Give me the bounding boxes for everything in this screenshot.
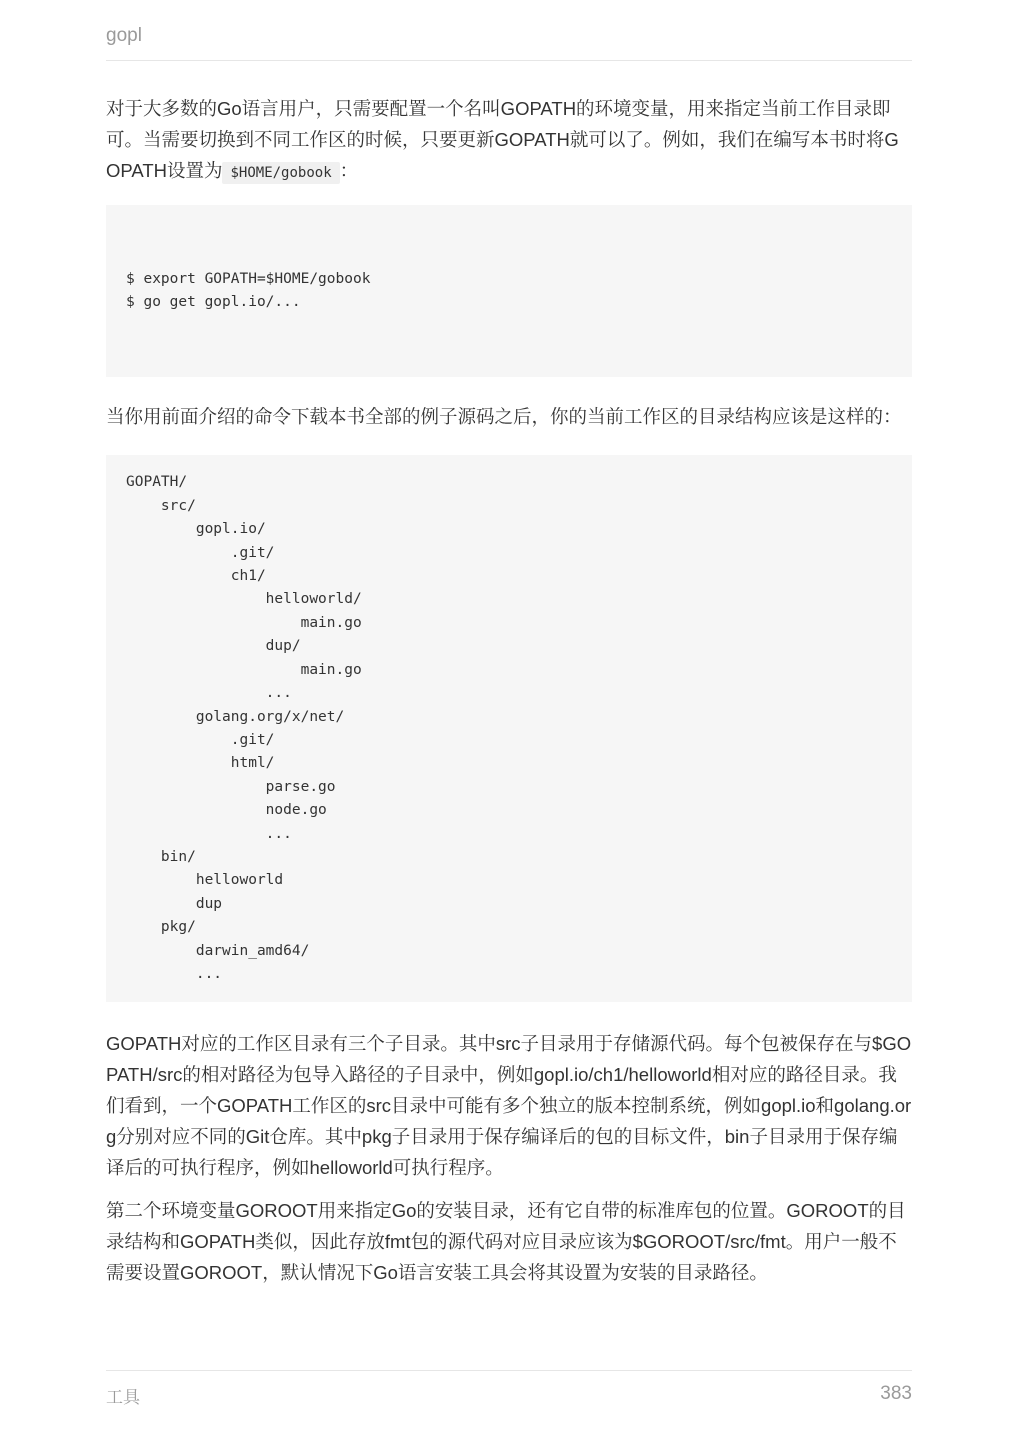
code-line: darwin_amd64/ bbox=[126, 942, 310, 959]
paragraph-gopath-intro-text: 对于大多数的Go语言用户，只需要配置一个名叫GOPATH的环境变量，用来指定当前工作目录即可。当需要切换到不同工作区的时候，只要更新GOPATH就可以了。例如，我们在编写本书时将GOPATH设置为 bbox=[106, 98, 899, 181]
code-line: .git/ bbox=[126, 544, 275, 561]
code-line: node.go bbox=[126, 802, 327, 819]
paragraph-gopath-intro-tail: ： bbox=[339, 160, 359, 181]
code-line: $ export GOPATH=$HOME/gobook bbox=[126, 270, 371, 287]
book-title: gopl bbox=[106, 25, 142, 46]
code-line: gopl.io/ bbox=[126, 521, 266, 538]
code-line: helloworld bbox=[126, 872, 284, 889]
code-line: dup/ bbox=[126, 638, 301, 655]
code-line: html/ bbox=[126, 755, 275, 772]
footer-section-name: 工具 bbox=[106, 1388, 140, 1407]
code-line: ... bbox=[126, 685, 292, 702]
code-line: bin/ bbox=[126, 848, 196, 865]
code-line: $ go get gopl.io/... bbox=[126, 294, 301, 311]
code-line: pkg/ bbox=[126, 919, 196, 936]
paragraph-gopath-subdirectories: GOPATH对应的工作区目录有三个子目录。其中src子目录用于存储源代码。每个包被保存在与$GOPATH/src的相对路径为包导入路径的子目录中，例如gopl.io/ch1/helloworld相对应的路径目录。我们看到，一个GOPATH工作区的src目录中可能有多个独立的版本控制系统，例如gopl.io和golang.org分别对应不同的Git仓库。其中pkg子目录用于保存编译后的包的目标文件，bin子目录用于保存编译后的可执行程序，例如helloworld可执行程序。 bbox=[106, 1033, 912, 1179]
code-line: helloworld/ bbox=[126, 591, 362, 608]
inline-code-gobook-path: $HOME/gobook bbox=[222, 162, 339, 184]
code-block-export-commands bbox=[106, 205, 912, 377]
code-line: ch1/ bbox=[126, 568, 266, 585]
code-block-directory-tree bbox=[106, 455, 912, 1002]
code-line: ... bbox=[126, 965, 223, 982]
code-line: dup bbox=[126, 895, 223, 912]
code-line: src/ bbox=[126, 497, 196, 514]
page-footer bbox=[106, 1370, 912, 1421]
code-line: parse.go bbox=[126, 778, 336, 795]
code-line: main.go bbox=[126, 661, 362, 678]
page-header bbox=[106, 24, 912, 61]
paragraph-goroot: 第二个环境变量GOROOT用来指定Go的安装目录，还有它自带的标准库包的位置。GOROOT的目录结构和GOPATH类似，因此存放fmt包的源代码对应目录应该为$GOROOT/src/fmt。用户一般不需要设置GOROOT，默认情况下Go语言安装工具会将其设置为安装的目录路径。 bbox=[106, 1200, 906, 1284]
paragraph-directory-structure: 当你用前面介绍的命令下载本书全部的例子源码之后，你的当前工作区的目录结构应该是这样的： bbox=[106, 406, 902, 428]
page-number: 383 bbox=[880, 1383, 912, 1404]
code-line: GOPATH/ bbox=[126, 474, 188, 491]
paragraph-gopath-intro bbox=[106, 93, 912, 189]
code-line: ... bbox=[126, 825, 292, 842]
code-line: main.go bbox=[126, 614, 362, 631]
code-line: golang.org/x/net/ bbox=[126, 708, 345, 725]
page-content bbox=[106, 93, 912, 1288]
code-line: .git/ bbox=[126, 731, 275, 748]
